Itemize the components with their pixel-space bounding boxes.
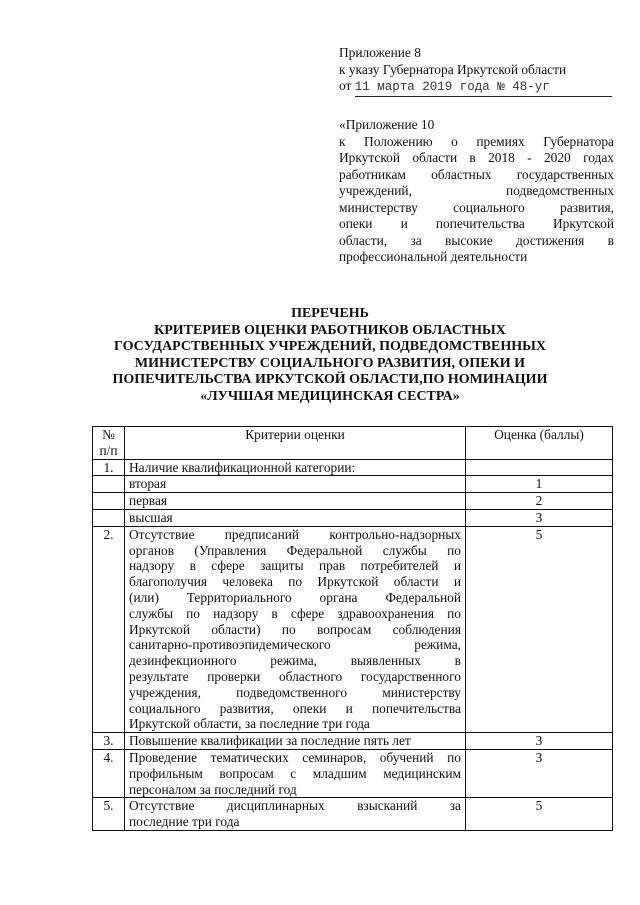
row-criteria: Наличие квалификационной категории: bbox=[125, 459, 466, 476]
row-criteria: высшая bbox=[125, 509, 466, 526]
criteria-line: персоналом за последний год bbox=[129, 781, 297, 797]
title-line: ГОСУДАРСТВЕННЫХ УЧРЕЖДЕНИЙ, ПОДВЕДОМСТВЕННЫХ bbox=[114, 339, 546, 354]
criteria-line: надзору в сфере защиты прав потребителей и bbox=[129, 558, 461, 574]
annex-8-header bbox=[339, 45, 614, 97]
row-score: 3 bbox=[466, 749, 613, 797]
annex-10-header bbox=[339, 117, 614, 266]
document-title bbox=[100, 306, 560, 405]
table-row bbox=[93, 509, 613, 526]
row-criteria bbox=[125, 798, 466, 831]
criteria-line: социального развития, опеки и попечительства bbox=[129, 700, 461, 716]
table-row bbox=[93, 493, 613, 510]
header-score: Оценка (баллы) bbox=[466, 427, 613, 460]
title-line: ПОПЕЧИТЕЛЬСТВА ИРКУТСКОЙ ОБЛАСТИ,ПО НОМИНАЦИИ bbox=[112, 372, 548, 387]
annex-10-line: профессиональной деятельности bbox=[339, 249, 528, 264]
row-score: 5 bbox=[466, 798, 613, 831]
criteria-line: дезинфекционного режима, выявленных в bbox=[129, 653, 461, 669]
criteria-line: Иркутской области) по вопросам соблюдения bbox=[129, 621, 461, 637]
criteria-line: профильным вопросам с младшим медицинским bbox=[129, 765, 461, 781]
criteria-line: результате проверки областного государственного bbox=[129, 668, 461, 684]
annex-8-title: Приложение 8 bbox=[339, 45, 421, 60]
header-criteria: Критерии оценки bbox=[125, 427, 466, 460]
row-score: 5 bbox=[466, 526, 613, 732]
row-score: 1 bbox=[466, 476, 613, 493]
row-criteria bbox=[125, 526, 466, 732]
row-criteria: первая bbox=[125, 493, 466, 510]
row-score bbox=[466, 459, 613, 476]
criteria-line: Отсутствие дисциплинарных взысканий за bbox=[129, 798, 461, 814]
criteria-line: Отсутствие предписаний контрольно-надзорных bbox=[129, 526, 461, 542]
title-line: МИНИСТЕРСТВУ СОЦИАЛЬНОГО РАЗВИТИЯ, ОПЕКИ И bbox=[134, 355, 526, 371]
annex-10-line: учреждений, подведомственных bbox=[339, 183, 614, 198]
title-line: ПЕРЕЧЕНЬ bbox=[291, 306, 369, 321]
table-row bbox=[93, 798, 613, 831]
table-header-row bbox=[93, 427, 613, 460]
annex-8-decree: к указу Губернатора Иркутской области bbox=[339, 61, 567, 77]
handwritten-date: 11 марта 2019 года № 48-уг bbox=[354, 80, 550, 94]
table-row bbox=[93, 526, 613, 732]
criteria-line: последние три года bbox=[129, 814, 240, 830]
row-criteria bbox=[125, 749, 466, 797]
row-num: 4. bbox=[93, 749, 125, 797]
criteria-line: (или) Территориального органа Федеральной bbox=[129, 589, 461, 605]
table-row bbox=[93, 749, 613, 797]
row-num bbox=[93, 509, 125, 526]
row-num: 5. bbox=[93, 798, 125, 831]
annex-10-line: области, за высокие достижения в bbox=[339, 232, 614, 248]
title-line: КРИТЕРИЕВ ОЦЕНКИ РАБОТНИКОВ ОБЛАСТНЫХ bbox=[154, 322, 506, 338]
criteria-line: учреждения, подведомственного министерству bbox=[129, 684, 461, 700]
row-criteria: Повышение квалификации за последние пять лет bbox=[125, 733, 466, 750]
table-row bbox=[93, 459, 613, 476]
header-num: № п/п bbox=[93, 427, 125, 460]
annex-8-date: от 11 марта 2019 года № 48-уг bbox=[339, 78, 614, 97]
criteria-line: Иркутской области, за последние три года bbox=[129, 716, 370, 732]
annex-10-line: министерству социального развития, bbox=[339, 199, 614, 215]
criteria-line: органов (Управления Федеральной службы по bbox=[129, 542, 461, 558]
annex-10-line: Иркутской области в 2018 - 2020 годах bbox=[339, 150, 614, 165]
row-score: 3 bbox=[466, 509, 613, 526]
criteria-line: службы по надзору в сфере здравоохранения по bbox=[129, 605, 461, 621]
row-num: 1. bbox=[93, 459, 125, 476]
row-num bbox=[93, 476, 125, 493]
criteria-line: благополучия человека по Иркутской области и bbox=[129, 574, 461, 590]
row-score: 3 bbox=[466, 733, 613, 750]
annex-10-line: к Положению о премиях Губернатора bbox=[339, 133, 614, 149]
table-row bbox=[93, 476, 613, 493]
criteria-line: Проведение тематических семинаров, обучений по bbox=[129, 749, 461, 765]
criteria-line: санитарно-противоэпидемического режима, bbox=[129, 637, 461, 653]
annex-10-line: опеки и попечительства Иркутской bbox=[339, 216, 614, 231]
annex-10-line: работникам областных государственных bbox=[339, 166, 614, 182]
row-num: 3. bbox=[93, 733, 125, 750]
title-line: «ЛУЧШАЯ МЕДИЦИНСКАЯ СЕСТРА» bbox=[200, 388, 460, 404]
row-score: 2 bbox=[466, 493, 613, 510]
row-criteria: вторая bbox=[125, 476, 466, 493]
row-num bbox=[93, 493, 125, 510]
annex-10-line: «Приложение 10 bbox=[339, 117, 435, 132]
row-num: 2. bbox=[93, 526, 125, 732]
table-row bbox=[93, 733, 613, 750]
criteria-table bbox=[92, 426, 613, 831]
